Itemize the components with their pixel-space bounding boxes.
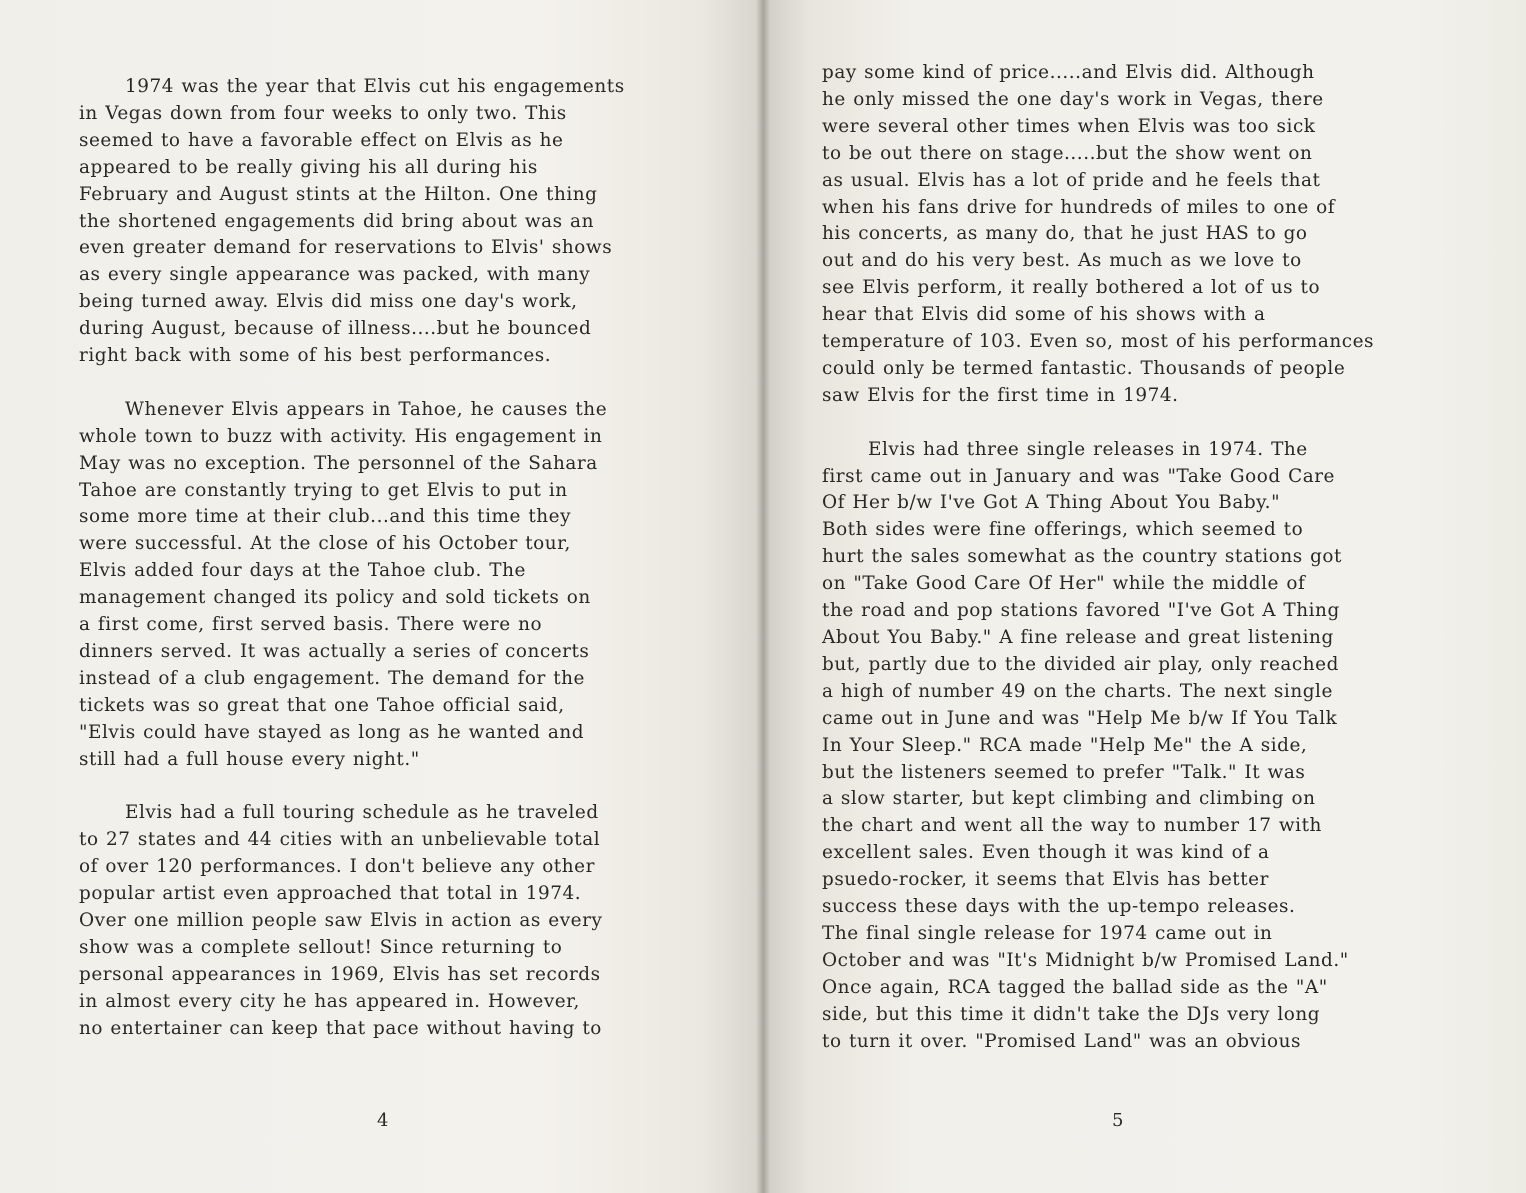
text-line: on "Take Good Care Of Her" while the middle of: [822, 573, 1306, 595]
text-line: whole town to buzz with activity. His engagement in: [79, 425, 603, 447]
text-line: were several other times when Elvis was too sick: [822, 115, 1316, 137]
text-line: a first come, first served basis. There were no: [79, 614, 543, 636]
left-paragraph-3: [79, 800, 625, 1042]
right-paragraph-1: [822, 60, 1374, 410]
text-line: being turned away. Elvis did miss one day's work,: [79, 291, 578, 313]
text-line: October and was "It's Midnight b/w Promised Land.": [822, 949, 1349, 971]
text-line: no entertainer can keep that pace without having to: [79, 1017, 602, 1039]
text-line: Of Her b/w I've Got A Thing About You Baby.": [822, 492, 1281, 514]
text-line: to turn it over. "Promised Land" was an obvious: [822, 1030, 1301, 1052]
text-line: right back with some of his best performances.: [79, 345, 552, 367]
text-line: when his fans drive for hundreds of miles to one of: [822, 196, 1336, 218]
text-line: show was a complete sellout! Since returning to: [79, 936, 563, 958]
text-line: the shortened engagements did bring about was an: [79, 210, 594, 232]
text-line: 1974 was the year that Elvis cut his engagements: [125, 76, 625, 97]
text-line: to be out there on stage.....but the show went on: [822, 142, 1313, 164]
text-line: Over one million people saw Elvis in action as every: [79, 910, 603, 932]
text-line: the road and pop stations favored "I've Got A Thing: [822, 600, 1340, 622]
text-line: as every single appearance was packed, with many: [79, 264, 591, 286]
text-line: personal appearances in 1969, Elvis has set records: [79, 963, 601, 985]
text-line: pay some kind of price.....and Elvis did. Although: [822, 62, 1315, 83]
text-line: About You Baby." A fine release and great listening: [822, 627, 1334, 649]
text-line: first came out in January and was "Take Good Care: [822, 465, 1335, 487]
text-line: but, partly due to the divided air play, only reached: [822, 653, 1339, 675]
text-line: Elvis had a full touring schedule as he traveled: [125, 802, 599, 824]
text-line: still had a full house every night.": [79, 748, 420, 770]
right-page-text: [822, 60, 1374, 1082]
text-line: success these days with the up-tempo releases.: [822, 896, 1296, 918]
book-gutter: [756, 0, 770, 1193]
text-line: in Vegas down from four weeks to only two. This: [79, 102, 567, 124]
text-line: he only missed the one day's work in Vegas, there: [822, 88, 1324, 110]
text-line: but the listeners seemed to prefer "Talk." It was: [822, 761, 1306, 783]
text-line: came out in June and was "Help Me b/w If You Talk: [822, 707, 1338, 729]
text-line: tickets was so great that one Tahoe official said,: [79, 694, 565, 716]
text-line: Both sides were fine offerings, which seemed to: [822, 519, 1304, 541]
text-line: Once again, RCA tagged the ballad side as the "A": [822, 976, 1328, 998]
text-line: Tahoe are constantly trying to get Elvis to put in: [79, 479, 568, 501]
text-line: a high of number 49 on the charts. The next single: [822, 680, 1333, 702]
text-line: as usual. Elvis has a lot of pride and he feels that: [822, 169, 1321, 191]
text-line: see Elvis perform, it really bothered a lot of us to: [822, 277, 1321, 299]
text-line: The final single release for 1974 came out in: [822, 922, 1273, 944]
text-line: could only be termed fantastic. Thousands of people: [822, 357, 1346, 379]
text-line: were successful. At the close of his October tour,: [79, 533, 571, 555]
text-line: Elvis added four days at the Tahoe club. The: [79, 560, 526, 582]
text-line: seemed to have a favorable effect on Elvis as he: [79, 129, 564, 151]
text-line: saw Elvis for the first time in 1974.: [822, 384, 1179, 406]
left-page-text: [79, 74, 625, 1069]
text-line: management changed its policy and sold tickets on: [79, 587, 591, 609]
text-line: "Elvis could have stayed as long as he wanted and: [79, 721, 585, 743]
text-line: a slow starter, but kept climbing and climbing on: [822, 788, 1316, 810]
text-line: dinners served. It was actually a series of concerts: [79, 641, 590, 663]
text-line: hurt the sales somewhat as the country stations got: [822, 546, 1342, 568]
text-line: temperature of 103. Even so, most of his performances: [822, 331, 1375, 353]
text-line: May was no exception. The personnel of the Sahara: [79, 452, 598, 474]
text-line: In Your Sleep." RCA made "Help Me" the A side,: [822, 734, 1308, 756]
text-line: appeared to be really giving his all during his: [79, 156, 538, 178]
text-line: Whenever Elvis appears in Tahoe, he causes the: [125, 398, 608, 420]
text-line: hear that Elvis did some of his shows with a: [822, 304, 1266, 326]
page-number-left: 4: [377, 1110, 389, 1131]
text-line: Elvis had three single releases in 1974. The: [868, 438, 1308, 460]
text-line: to 27 states and 44 cities with an unbelievable total: [79, 829, 601, 851]
text-line: even greater demand for reservations to Elvis' shows: [79, 237, 613, 259]
text-line: in almost every city he has appeared in. However,: [79, 990, 580, 1012]
text-line: instead of a club engagement. The demand for the: [79, 667, 585, 689]
text-line: February and August stints at the Hilton. One thing: [79, 183, 598, 205]
page-number-right: 5: [1112, 1110, 1124, 1131]
text-line: of over 120 performances. I don't believe any other: [79, 856, 595, 878]
text-line: his concerts, as many do, that he just HAS to go: [822, 223, 1308, 245]
text-line: side, but this time it didn't take the DJs very long: [822, 1003, 1321, 1025]
text-line: psuedo-rocker, it seems that Elvis has better: [822, 869, 1269, 891]
text-line: during August, because of illness....but he bounced: [79, 318, 592, 340]
right-paragraph-2: [822, 437, 1374, 1056]
text-line: some more time at their club...and this time they: [79, 506, 572, 528]
text-line: excellent sales. Even though it was kind of a: [822, 842, 1270, 864]
left-paragraph-2: [79, 397, 625, 774]
left-paragraph-1: [79, 74, 625, 370]
text-line: the chart and went all the way to number 17 with: [822, 815, 1322, 837]
text-line: out and do his very best. As much as we love to: [822, 250, 1302, 272]
text-line: popular artist even approached that total in 1974.: [79, 883, 582, 905]
